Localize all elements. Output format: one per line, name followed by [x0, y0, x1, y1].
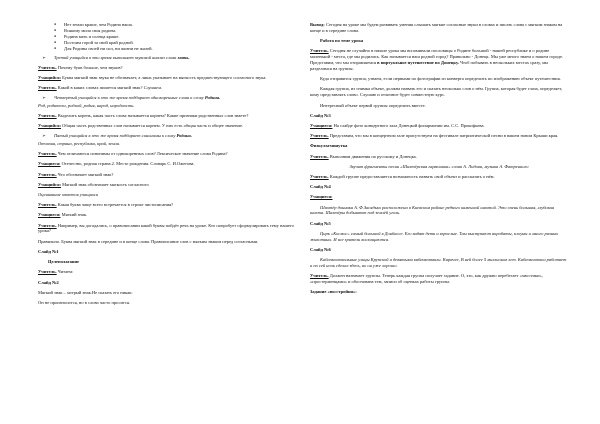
speaker-label: Учитель.: [310, 173, 329, 179]
dialog-text: Мягкий знак обозначает мягкость согласного: [62, 181, 149, 187]
list-item: ● Родина мать и солнца краше.: [64, 34, 300, 40]
task-paragraph: [38, 55, 300, 61]
dialog-line: [38, 202, 300, 208]
task-text: Третий учащийся в это время выполняет звуковой анализ слова: [54, 54, 177, 60]
dialog-text: Представим, что мы в концертном зале присутствуем на фестивале патриотической песни в вашем новом Крыши края.: [329, 133, 559, 139]
dialog-text: Сегодня на уроке мы будем развивать умения слышать мягкие согласные звуки в словах и писать слова с мягким знаком на конце и в середине слова.: [310, 22, 563, 33]
speaker-label: Учитель.: [38, 269, 57, 275]
dialog-line: [310, 123, 568, 129]
dialog-line: [38, 212, 300, 218]
dialog-tail: Слушаем.: [143, 85, 163, 91]
slide-heading: Слайд №3: [310, 112, 331, 118]
dialog-line: [310, 174, 568, 180]
speaker-label: Учитель.: [310, 133, 329, 139]
words-line: Отчизна, страна, республика, край, земля.: [38, 140, 120, 146]
dialog-text: Почему букв больше, чем звуков?: [57, 64, 123, 70]
dialog-text: Мягкий знак.: [61, 212, 88, 218]
speaker-label: Учитель.: [38, 202, 57, 208]
dialog-text: Должен назначает группы. Теперь каждая группа получает задание. О, это, как дружно перебегает «хвостики», «простерженцами» и обоснована тем, записи об оценках работы группы.: [310, 273, 543, 285]
speaker-label: Учитель.: [310, 153, 329, 159]
slide-heading: Слайд №1: [38, 248, 59, 254]
dialog-text: Какой в каких словах пишется мягкий знак?: [57, 85, 143, 91]
proverbs-list: [38, 22, 300, 52]
slide-heading: Слайд №4: [310, 184, 331, 190]
dialog-line: [38, 161, 300, 167]
dialog-text: Выполним движения по русскому и Донецка.: [329, 153, 417, 159]
dialog-line: [38, 151, 300, 157]
task-word: мать.: [177, 54, 190, 60]
dialog-text: Каждой группе предоставляется возможность назвать свой объект и рассказать о нём.: [329, 173, 495, 179]
dialog-bold: в виртуальное путешествие по Донецку.: [377, 60, 459, 66]
list-item: ● Для Родины своей ни сил, ни жизни не жалей.: [64, 46, 300, 52]
speaker-label: Учитель.: [38, 151, 57, 157]
dialog-line: [38, 172, 300, 178]
speaker-label: Учитель.: [38, 64, 57, 70]
paragraph: Интересный объект первой группы определить вместе.: [320, 102, 426, 108]
paragraph: Правильно. Буква мягкий знак в середине и в конце слова. Правописание слов с мягким знаком перед согласными.: [38, 238, 259, 244]
list-item: ● Постоим горой за свой край родной.: [64, 40, 300, 46]
dialog-line: [38, 75, 300, 81]
dialog-line: [310, 48, 568, 72]
dialog-line: [38, 123, 300, 129]
speaker-label: Учащийся:: [38, 181, 62, 187]
dialog-text: Сегодня не случайно в начале урока мы вспоминали пословицы о Родине большой - нашей республике и о родине маленькой - места, где мы родились. Как называется наш родной город? Правильно - Донецк. Мы уже много знаем о нашем городе. Представим, что мы отправляемся: [310, 48, 564, 66]
task-word: Родина.: [176, 133, 192, 139]
dialog-line: [38, 269, 300, 275]
right-column: [310, 22, 568, 300]
dialog-line: [38, 223, 300, 235]
dialog-text: Общая часть родственных слов называется корнем. У них есть общая часть и общее значение.: [62, 123, 244, 129]
paragraph: Куда отправится группа, узнаем, если первыми по фотографии из конверта определить по изображению объект путешествия.: [320, 76, 561, 82]
dialog-text: Какая буква чаще всего встречается в строке чистописания?: [57, 202, 174, 208]
speaker-label: Учитель.: [310, 48, 329, 54]
slide-heading: Слайд №6: [310, 247, 331, 252]
list-item: ● Всякому мила своя родина.: [64, 28, 300, 34]
dialog-line: [38, 113, 300, 119]
speaker-label: Учитель.: [38, 171, 57, 177]
dialog-line: [38, 65, 300, 71]
dialog-line: [310, 133, 568, 139]
dialog-text: Чем отличаются синонимы от однокоренных слов? Лексическое значение слова Родина?: [57, 151, 228, 157]
task-text: Пятый учащийся в это же время подбирает синонимы к слову: [54, 133, 176, 139]
paragraph: Цирк «Космос» самый большой в Донбассе. Его видят дети и взрослые. Там выступают акробаты, клоуны и много разных животных. И все зрители восхищаются.: [310, 230, 558, 242]
speaker-label: Учащиеся:: [310, 122, 333, 128]
paragraph: Каждая группа, из снимка объект, должна назвать его и сказать несколько слов о нём. Группа, которая будет глаза, определяет, кому представлять слово. Слушаю и отличное будет совместную курс.: [310, 86, 563, 98]
dialog-line: [310, 273, 568, 285]
dialog-text: Выделить корень, какая часть слова называется корнем? Какие признаки родственных слов знаете?: [57, 113, 249, 119]
speaker-label: Учитель.: [38, 222, 57, 228]
dialog-line: [38, 85, 300, 91]
left-column: [38, 22, 300, 310]
dialog-line: [310, 22, 568, 34]
speaker-label: Учитель.: [38, 85, 57, 91]
list-item: ● Нет земли краше, чем Родина наша.: [64, 22, 300, 28]
dialog-tail: Чтоб побывать в нескольких местах сразу, мы разделимся на группы.: [310, 60, 548, 72]
section-heading: Работа по теме урока: [320, 38, 364, 44]
section-heading: Целеполагание: [48, 259, 80, 265]
speaker-label: Вывод:: [310, 22, 325, 27]
task-paragraph: [38, 95, 300, 101]
words-line: Род, родители, родной, родня, народ, народность.: [38, 102, 135, 108]
speaker-label: Учащиеся:: [38, 161, 61, 167]
dialog-line: [38, 182, 300, 188]
dialog-text: Отечество, родная страна.2. Место рождения. Словарь С. И.Ожегова.: [61, 161, 195, 167]
speaker-label: Учащиеся:: [38, 212, 61, 218]
song-note: Звучит фрагменты песни «Шахтёрская гармоника» слова А. Лидова, музыка А. Фатрениого: [349, 163, 529, 169]
paragraph: Шахтёр донника А. Ф.Засядько расположена в Киевском районе редкого каменной шахтой. Это очень большая, глубокая шахта. Шахтёры добывают под землёй уголь.: [310, 204, 555, 216]
dialog-line: [310, 154, 568, 160]
slide-heading: Слайд №5: [310, 220, 331, 226]
task-word: Родина.: [204, 95, 221, 101]
note-line: Оценивание ответов учащихся: [38, 191, 98, 197]
task-paragraph: [38, 133, 300, 139]
speaker-label: Учащийся:: [38, 74, 62, 80]
section-heading: Физкультминутка: [310, 143, 348, 149]
speaker-label: Учитель.: [310, 273, 329, 279]
speaker-label: Учащиеся:: [310, 194, 333, 200]
speaker-label: Учащийся:: [38, 123, 62, 129]
slide-heading: Слайд №2: [38, 279, 59, 285]
speaker-label: Учитель.: [38, 113, 57, 119]
task-heading: Задание «восстройня»:: [310, 289, 357, 295]
dialog-text: Буква мягкий знак звука не обозначает, а лишь указывает на мягкость предшествующего согласного звука.: [62, 74, 267, 80]
dialog-text: Что обозначает мягкий знак?: [57, 171, 114, 177]
dialog-text: Например, вы догадались, о правописании какой буквы пойдёт речь на уроке. Кто попробует сформулировать тему нашего урока?: [38, 222, 294, 234]
task-text: Четвертый учащийся в это же время подбирает однокоренные слова к слову: [54, 95, 204, 101]
verse-line: Мягкий знак – хитрый знак.Не сказать его никак:: [38, 289, 133, 295]
dialog-text: На слайде фото концертного зала Донецкой филармонии им. С.С. Прокофьева.: [333, 122, 485, 128]
dialog-text: Читаем:: [57, 269, 74, 275]
verse-line: Он не произносится, но в слово часто просится.: [38, 299, 131, 305]
paragraph: Кабачкоотвальные улицы Крупской и девятыми кабачкотвали. Карачее, В ней более 5 миллионов лет. Кабачкоотвал работает и по сей ночь сделал здесь, но он уже хорошо.: [310, 257, 567, 269]
